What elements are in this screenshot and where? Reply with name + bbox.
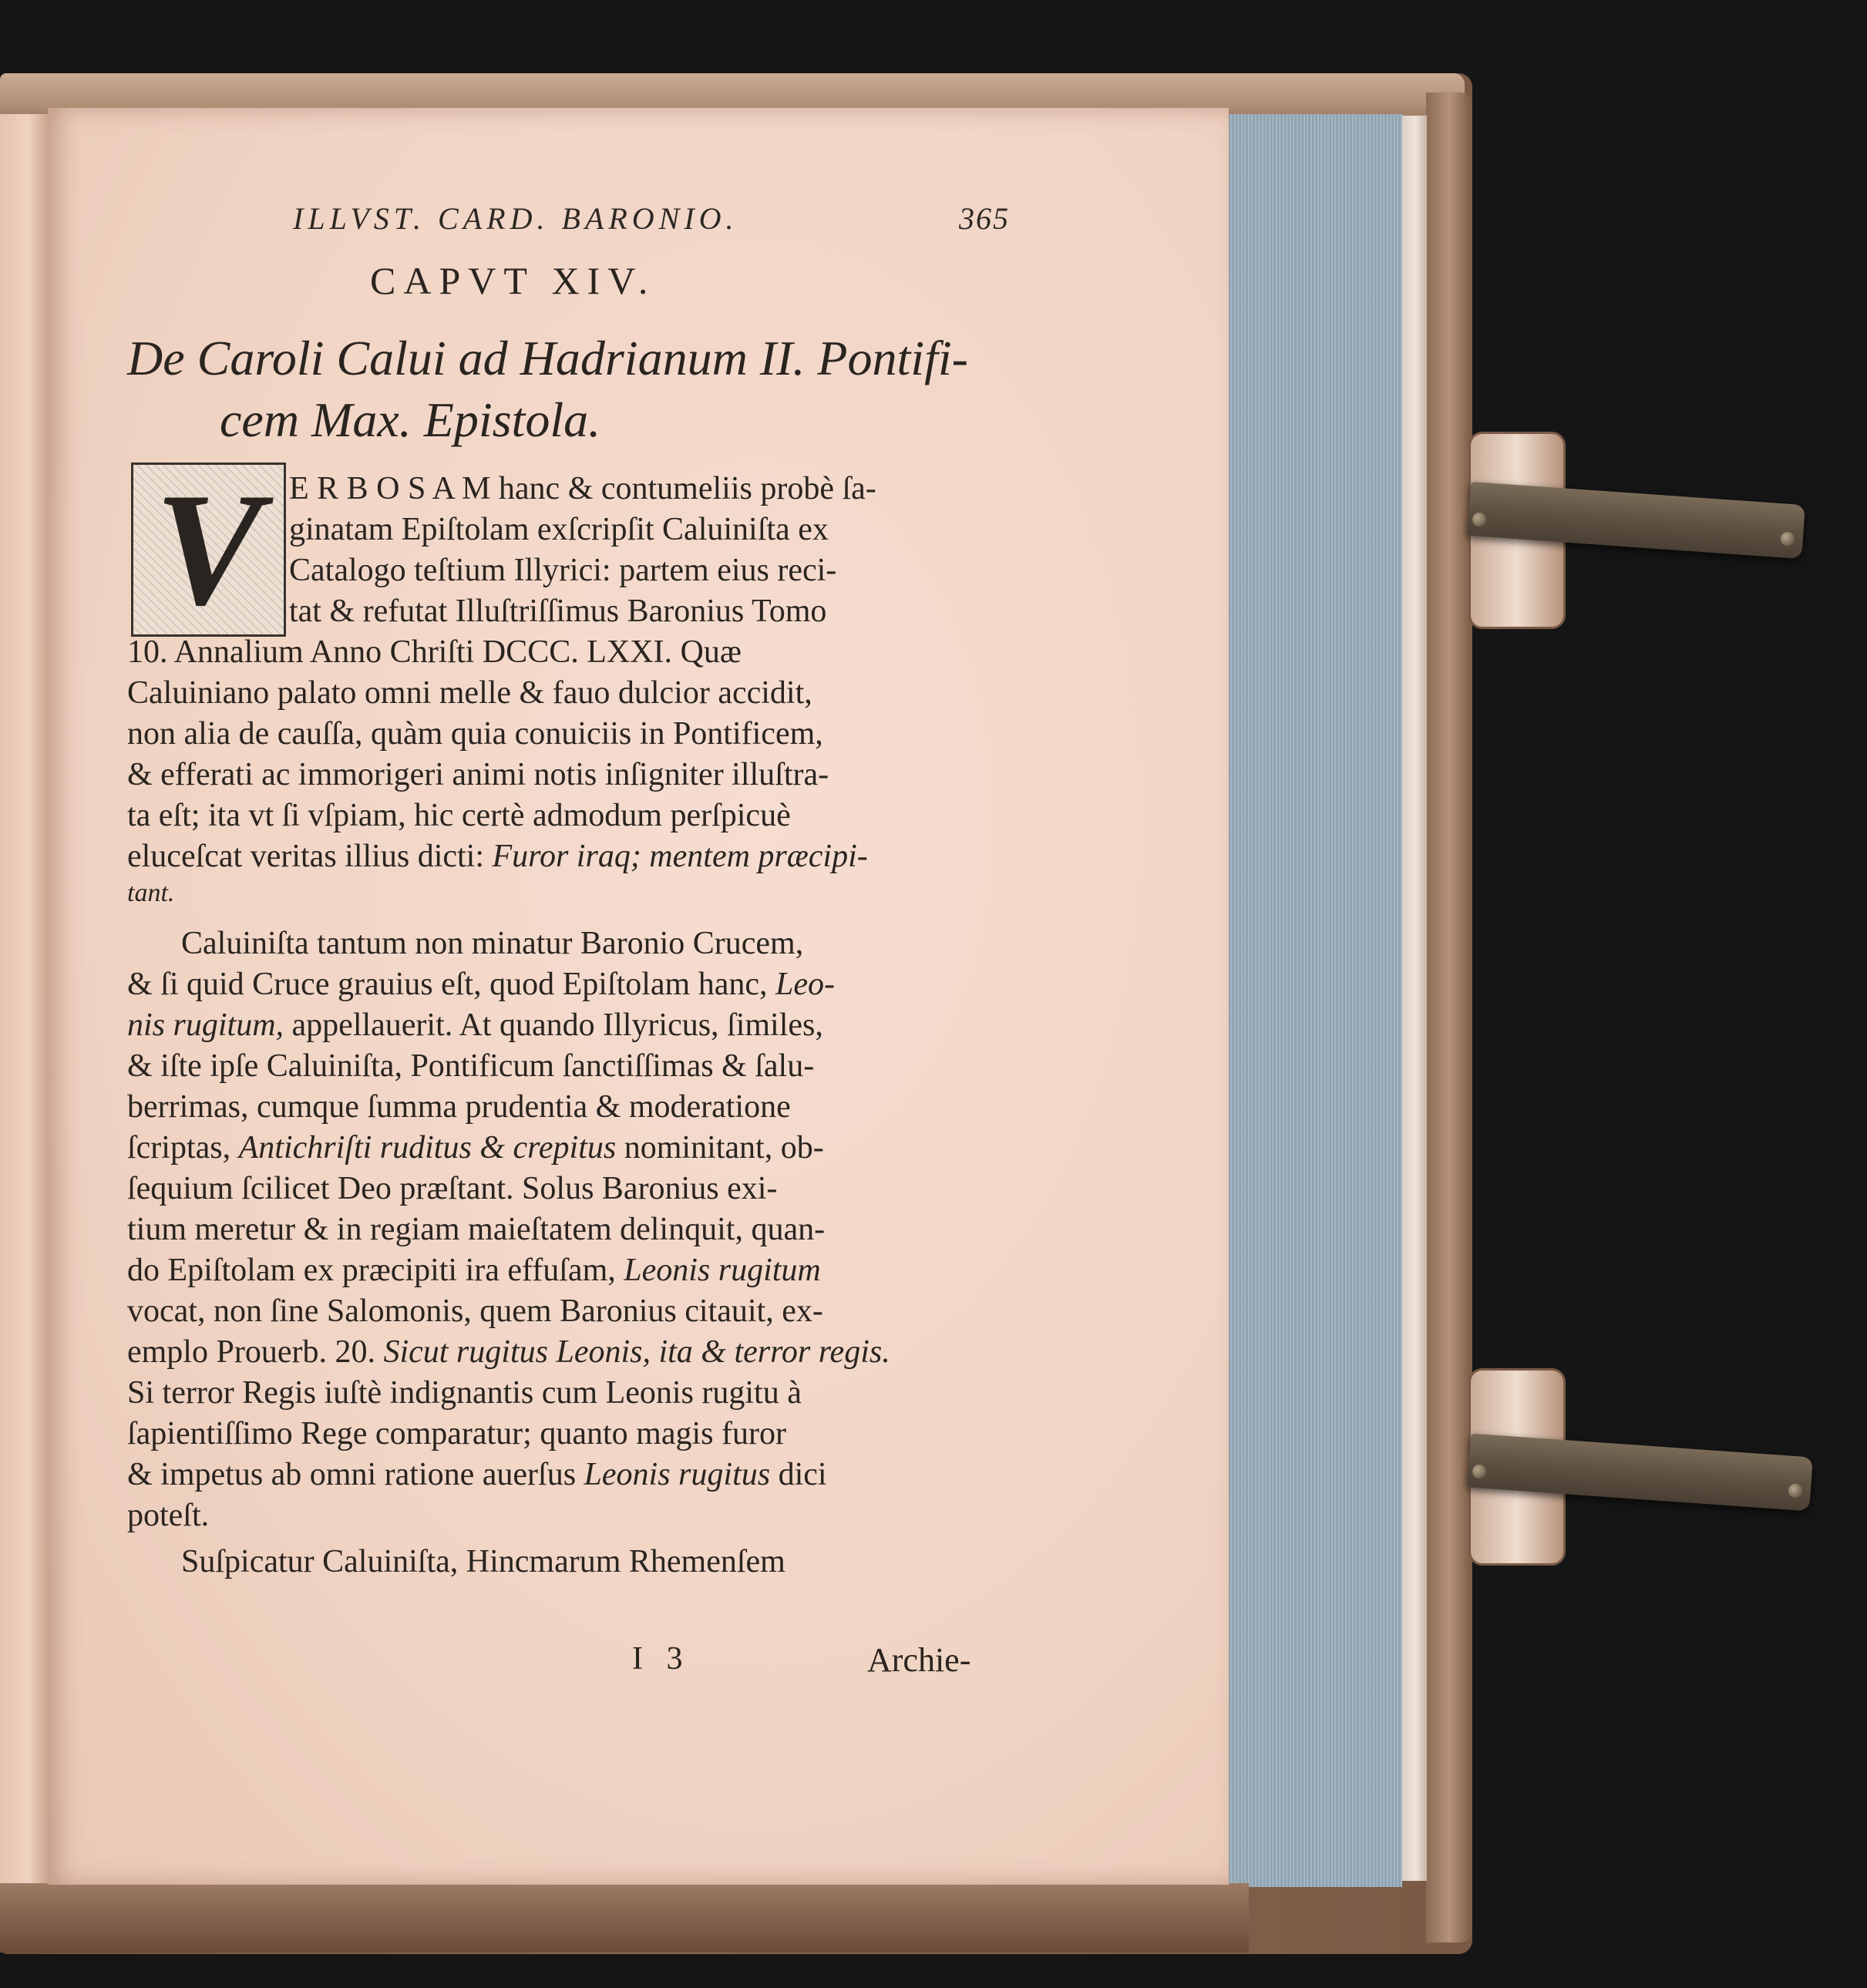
text-span: & impetus ab omni ratione auerſus	[127, 1457, 577, 1492]
text-line: ginatam Epiſtolam exſcripſit Caluiniſta ex	[289, 512, 829, 547]
text-line: non alia de cauſſa, quàm quia conuiciis in Pontificem,	[127, 716, 823, 752]
text-span: emplo Prouerb. 20.	[127, 1334, 375, 1370]
chapter-title: CAPVT XIV.	[370, 259, 656, 302]
subtitle-line-1: De Caroli Calui ad Hadrianum II. Pontifi-	[127, 331, 968, 385]
text-span: eluceſcat veritas illius dicti:	[127, 839, 485, 874]
text-span: & ſi quid Cruce grauius eſt, quod Epiſtolam hanc,	[127, 967, 768, 1002]
italic-quote: Antichriſti ruditus & crepitus	[238, 1130, 617, 1166]
text-line: Caluiniano palato omni melle & fauo dulcior accidit,	[127, 675, 812, 711]
page-number: 365	[959, 201, 1010, 236]
italic-quote: nis rugitum,	[127, 1007, 284, 1043]
text-line	[127, 1007, 823, 1044]
text-line: Catalogo teſtium Illyrici: partem eius reci-	[289, 553, 837, 588]
text-line	[127, 966, 835, 1003]
text-line	[127, 1252, 821, 1289]
fore-edge-leaves	[1229, 114, 1402, 1887]
lower-clasp-rivet-2	[1788, 1484, 1802, 1498]
text-line	[127, 838, 868, 875]
text-line: vocat, non ſine Salomonis, quem Baronius citauit, ex-	[127, 1293, 823, 1329]
decorated-initial	[131, 460, 286, 639]
italic-quote: Leo-	[775, 967, 836, 1002]
text-span: ſcriptas,	[127, 1130, 231, 1166]
running-title: ILLVST. CARD. BARONIO.	[293, 201, 738, 236]
text-line: tat & refutat Illuſtriſſimus Baronius Tomo	[289, 594, 827, 629]
text-line: Si terror Regis iuſtè indignantis cum Leonis rugitu à	[127, 1375, 802, 1411]
lower-clasp-rivet	[1472, 1465, 1486, 1478]
upper-clasp-rivet	[1472, 513, 1486, 526]
facing-page-sliver	[0, 114, 48, 1883]
book-board-right	[1426, 93, 1472, 1943]
text-line: tant.	[127, 879, 175, 907]
text-line	[127, 1456, 827, 1493]
text-span: appellauerit. At quando Illyricus, ſimiles,	[291, 1007, 823, 1043]
text-line: ſapientiſſimo Rege comparatur; quanto magis furor	[127, 1416, 786, 1451]
chapter-subtitle	[127, 328, 1014, 451]
text-line	[127, 1334, 890, 1371]
italic-quote: Sicut rugitus Leonis, ita & terror regis.	[383, 1334, 890, 1370]
text-line: tium meretur & in regiam maieſtatem delinquit, quan-	[127, 1212, 826, 1247]
italic-quote: Leonis rugitus	[584, 1457, 771, 1492]
italic-quote: Leonis rugitum	[624, 1253, 821, 1288]
text-line: ta eſt; ita vt ſi vſpiam, hic certè admodum perſpicuè	[127, 798, 791, 833]
text-span: dici	[778, 1457, 827, 1492]
catchword: Archie-	[867, 1641, 971, 1679]
initial-letter: V	[154, 460, 263, 639]
italic-quote: Furor iraq; mentem præcipi-	[492, 839, 868, 874]
text-line: Caluiniſta tantum non minatur Baronio Crucem,	[181, 926, 804, 961]
signature-mark: I 3	[632, 1641, 691, 1677]
text-line: Suſpicatur Caluiniſta, Hincmarum Rhemenſem	[181, 1544, 785, 1579]
text-line: poteſt.	[127, 1498, 210, 1533]
book-cover-bottom	[0, 1883, 1249, 1953]
text-line: & iſte ipſe Caluiniſta, Pontificum ſanctiſſimas & ſalu-	[127, 1048, 815, 1084]
text-line: & efferati ac immorigeri animi notis inſigniter illuſtra-	[127, 757, 829, 792]
subtitle-line-2: cem Max. Epistola.	[220, 392, 601, 447]
text-line: E R B O S A M hanc & contumeliis probè ſa-	[289, 471, 876, 506]
text-span: nominitant, ob-	[624, 1130, 824, 1166]
upper-clasp-rivet-2	[1781, 532, 1795, 546]
text-line: berrimas, cumque ſumma prudentia & moderatione	[127, 1089, 791, 1125]
page-edge-inner	[1399, 116, 1427, 1881]
text-line: ſequium ſcilicet Deo præſtant. Solus Baronius exi-	[127, 1171, 778, 1206]
text-span: do Epiſtolam ex præcipiti ira effuſam,	[127, 1253, 616, 1288]
text-line: 10. Annalium Anno Chriſti DCCC. LXXI. Quæ	[127, 634, 742, 670]
text-line	[127, 1129, 824, 1166]
